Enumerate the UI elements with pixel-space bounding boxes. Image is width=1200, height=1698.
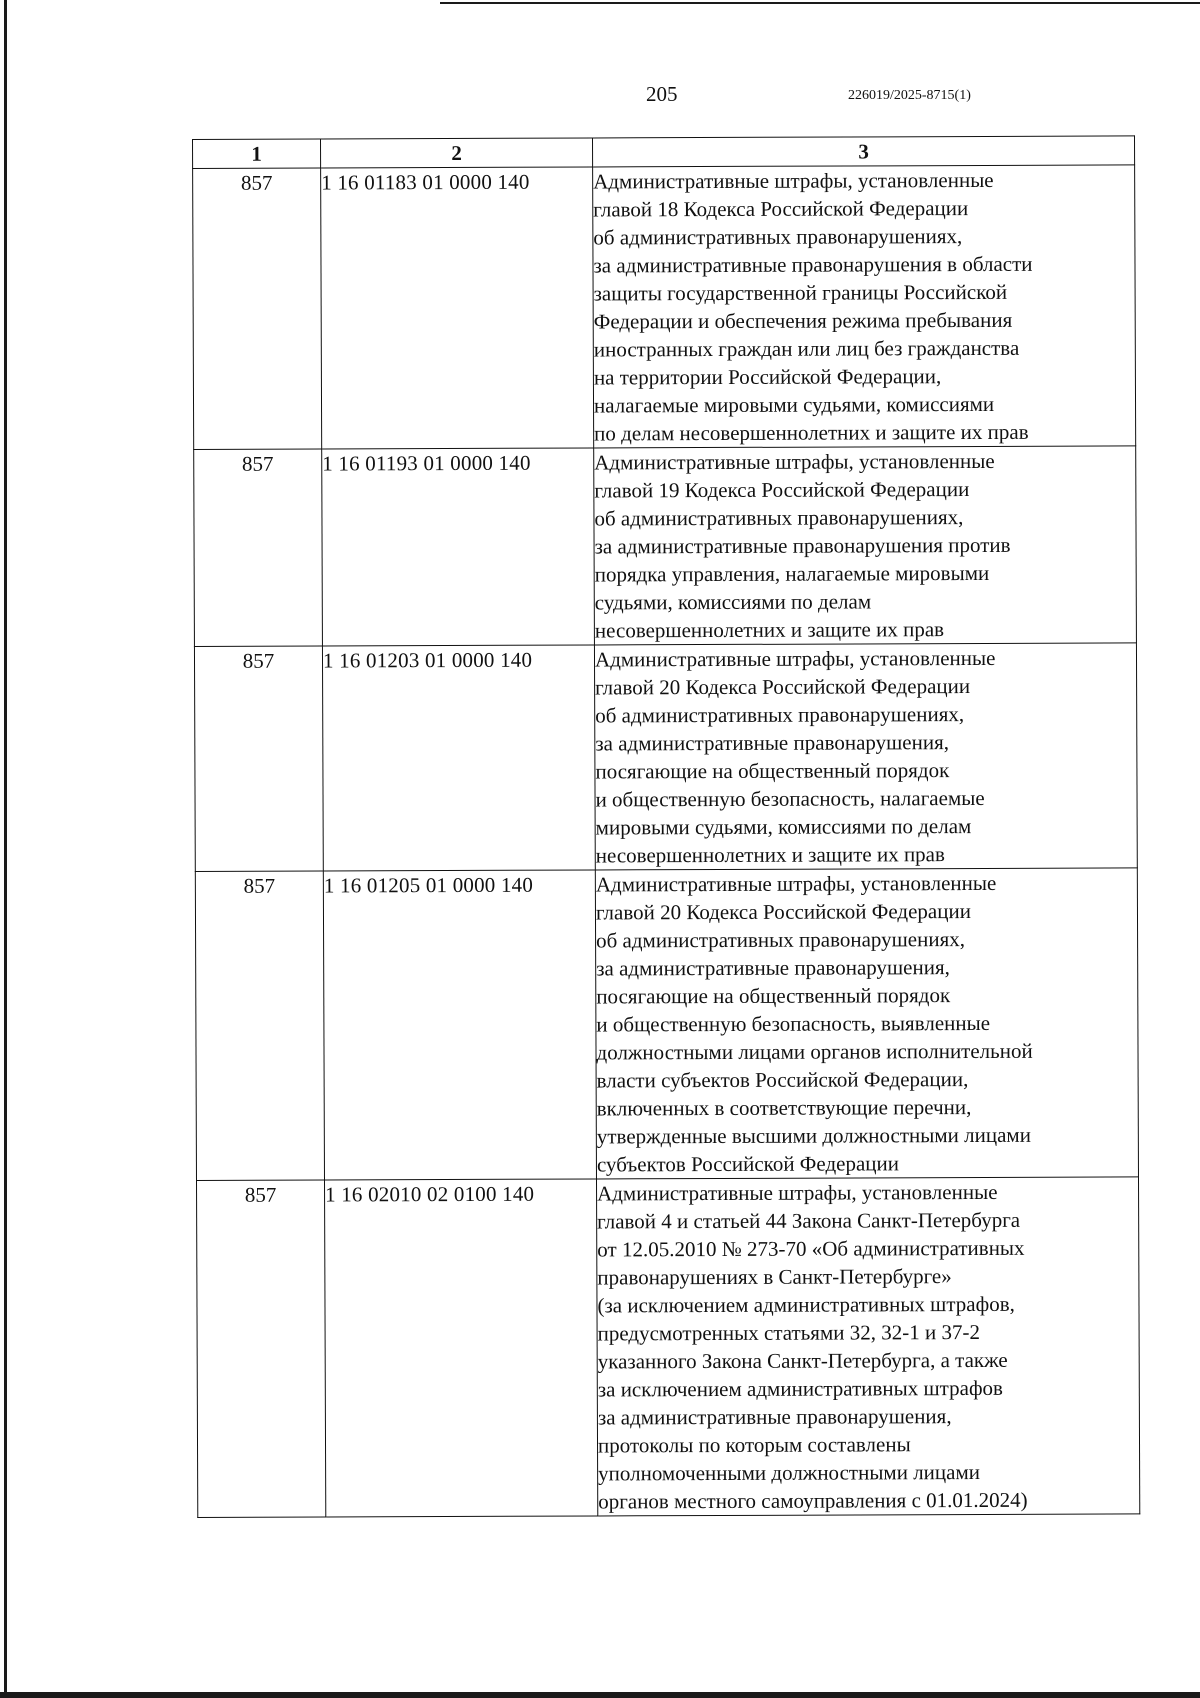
description-line: мировыми судьями, комиссиями по делам (595, 814, 972, 840)
kbk-code-cell: 1 16 02010 02 0100 140 (324, 1179, 597, 1517)
table-row (196, 1177, 1139, 1518)
description-line: Федерации и обеспечения режима пребывания (593, 307, 1013, 334)
admin-code-cell: 857 (193, 168, 322, 449)
description-line: об административных правонарушениях, (594, 505, 964, 531)
table-body (193, 165, 1140, 1518)
description-line: защиты государственной границы Российской (593, 279, 1008, 306)
document-id: 226019/2025-8715(1) (848, 88, 971, 103)
kbk-code-cell: 1 16 01193 01 0000 140 (322, 448, 595, 646)
table-header-row (193, 136, 1135, 169)
description-line: главой 4 и статьей 44 Закона Санкт-Петербурга (597, 1207, 1021, 1234)
description-line: предусмотренных статьями 32, 32-1 и 37-2 (597, 1319, 980, 1346)
admin-code-cell: 857 (196, 1180, 325, 1517)
description-line: Административные штрафы, установленные (595, 870, 997, 897)
description-line: Административные штрафы, установленные (594, 448, 995, 475)
description-line: за административные правонарушения, (596, 955, 950, 981)
description-line: правонарушениях в Санкт-Петербурге» (597, 1264, 952, 1290)
description-line: порядка управления, налагаемые мировыми (594, 560, 990, 587)
description-line: несовершеннолетних и защите их прав (594, 617, 945, 643)
description-line: субъектов Российской Федерации (596, 1151, 900, 1177)
kbk-code-cell: 1 16 01203 01 0000 140 (322, 645, 595, 871)
description-line: налагаемые мировыми судьями, комиссиями (593, 391, 995, 418)
description-line: уполномоченными должностными лицами (598, 1459, 981, 1486)
description-line: судьями, комиссиями по делам (594, 589, 872, 615)
description-line: посягающие на общественный порядок (596, 983, 951, 1009)
description-line: несовершеннолетних и защите их прав (595, 842, 945, 868)
description-line: утвержденные высшими должностными лицами (596, 1122, 1031, 1149)
scan-border-left (4, 0, 7, 1698)
description-line: об административных правонарушениях, (593, 224, 963, 250)
description-line: главой 19 Кодекса Российской Федерации (594, 477, 970, 503)
description-cell (593, 165, 1136, 448)
description-line: за исключением административных штрафов (597, 1375, 1003, 1402)
column-header-2: 2 (321, 138, 593, 168)
description-cell (594, 446, 1137, 645)
description-line: органов местного самоуправления с 01.01.2024) (598, 1487, 1028, 1514)
description-line: по делам несовершеннолетних и защите их прав (594, 419, 1029, 446)
description-line: об административных правонарушениях, (596, 927, 966, 953)
description-cell (594, 643, 1137, 870)
admin-code-cell: 857 (195, 871, 324, 1180)
description-cell (596, 1177, 1139, 1516)
table-row (194, 446, 1137, 647)
description-line: власти субъектов Российской Федерации, (596, 1067, 969, 1093)
admin-code-cell: 857 (194, 646, 323, 871)
table-row (193, 165, 1136, 450)
description-line: за административные правонарушения в области (593, 251, 1033, 278)
description-line: включенных в соответствующие перечни, (596, 1095, 972, 1121)
description-line: и общественную безопасность, выявленные (596, 1010, 991, 1037)
page-number: 205 (646, 82, 678, 106)
description-line: Административные штрафы, установленные (594, 645, 996, 672)
description-line: Административные штрафы, установленные (597, 1179, 998, 1206)
description-line: иностранных граждан или лиц без гражданства (593, 335, 1020, 362)
description-line: Административные штрафы, установленные (593, 167, 994, 194)
description-line: главой 18 Кодекса Российской Федерации (593, 196, 969, 222)
admin-code-cell: 857 (194, 449, 323, 646)
kbk-code-cell: 1 16 01183 01 0000 140 (321, 167, 594, 449)
scan-border-bottom (0, 1692, 1200, 1698)
description-line: указанного Закона Санкт-Петербурга, а также (597, 1347, 1008, 1374)
description-line: за административные правонарушения, (597, 1404, 952, 1430)
budget-classification-table (192, 135, 1140, 1518)
description-line: за административные правонарушения, (595, 730, 950, 756)
scan-border-top (440, 2, 1200, 4)
description-line: посягающие на общественный порядок (595, 758, 950, 784)
description-line: главой 20 Кодекса Российской Федерации (595, 674, 971, 700)
kbk-code-cell: 1 16 01205 01 0000 140 (323, 870, 596, 1180)
description-line: и общественную безопасность, налагаемые (595, 785, 985, 812)
column-header-1: 1 (193, 139, 321, 168)
description-line: главой 20 Кодекса Российской Федерации (595, 899, 971, 925)
table-row (194, 643, 1137, 872)
table-row (195, 868, 1138, 1181)
description-line: на территории Российской Федерации, (593, 364, 942, 390)
description-cell (595, 868, 1138, 1179)
description-line: от 12.05.2010 № 273-70 «Об административных (597, 1235, 1025, 1262)
description-line: за административные правонарушения против (594, 532, 1011, 559)
description-line: должностными лицами органов исполнительной (596, 1038, 1033, 1065)
column-header-3: 3 (592, 136, 1134, 167)
description-line: (за исключением административных штрафов, (597, 1291, 1015, 1318)
description-line: об административных правонарушениях, (595, 702, 965, 728)
description-line: протоколы по которым составлены (597, 1432, 911, 1458)
